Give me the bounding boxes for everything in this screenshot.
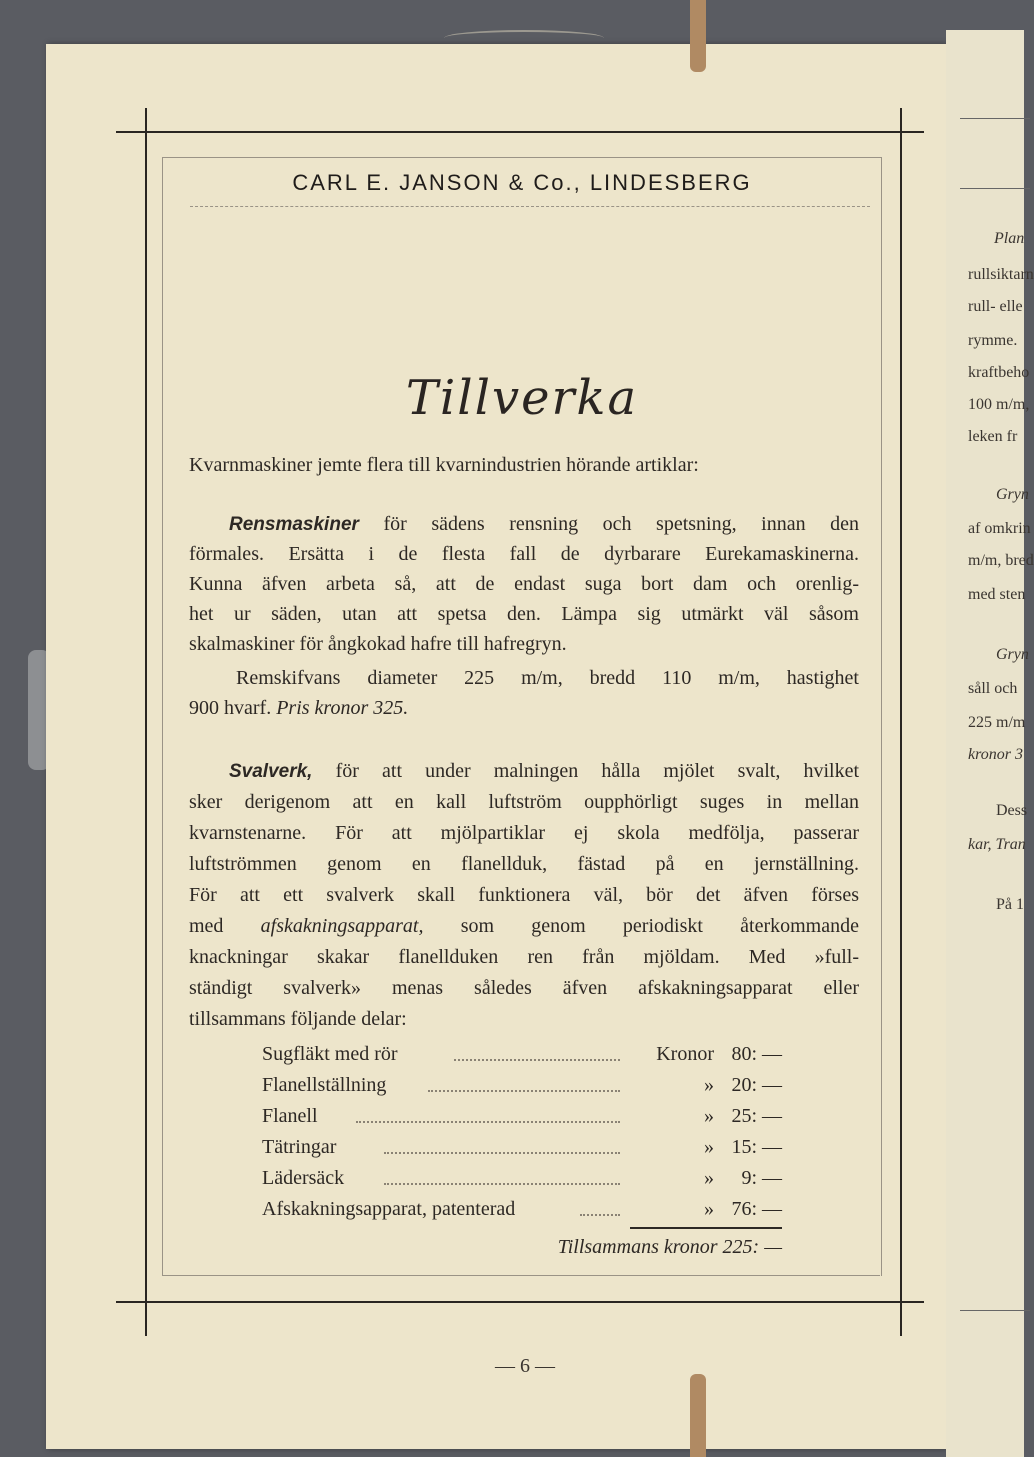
page-title: Tillverka [405,370,639,426]
np-line: med sten [968,586,1026,603]
np-line: 100 m/m, [968,396,1030,413]
inner-frame-bottom [162,1275,880,1276]
sval-apparat: afskakningsapparat, [260,915,424,937]
bottom-binding-clip [690,1374,706,1457]
rens-line-3: Kunna äfven arbeta så, att de endast suga bort dam och orenlig- [189,573,859,595]
sval-line-8: ständigt svalverk» menas således äfven afskakningsapparat eller [189,977,859,999]
np-line: såll och [968,680,1018,697]
np-line: kronor 3 [968,746,1023,763]
rens-line-2: förmales. Ersätta i de flesta fall de dyrbarare Eurekamaskinerna. [189,543,859,565]
sval-line-4: luftströmmen genom en flanellduk, fästad på en jernställning. [189,853,859,875]
np-line: Gryn [996,486,1029,503]
part-row: Flanell » 25: — [262,1105,782,1127]
frame-right-foot [900,1290,902,1336]
np-line: Gryn [996,646,1029,663]
rens-line-4: het ur säden, utan att spetsa den. Lämpa sig utmärkt väl såsom [189,603,859,625]
rens-line-1: Rensmaskiner för sädens rensning och spetsning, innan den [229,513,859,535]
intro-text: Kvarnmaskiner jemte flera till kvarnindustrien hörande artiklar: [189,454,699,476]
np-line: m/m, bred [968,552,1034,569]
frame-left-rule [145,108,147,1320]
np-line: rull- elle [968,298,1023,315]
sval-line-6: med afskakningsapparat, som genom periodiskt återkommande [189,915,859,937]
np-line: kar, Tran [968,836,1026,853]
total-line: Tillsammans kronor 225: — [557,1236,782,1258]
part-row: Lädersäck » 9: — [262,1167,782,1189]
np-line: kraftbeho [968,364,1030,381]
header-rule [190,206,870,207]
part-row: Tätringar » 15: — [262,1136,782,1158]
np-line: Dess [996,802,1028,819]
np-line: rullsiktarn [968,266,1034,283]
np-line: rymme. [968,332,1018,349]
sval-line-2: sker derigenom att en kall luftström oupphörligt suges in mellan [189,791,859,813]
sval-line-3: kvarnstenarne. För att mjölpartiklar ej skola medfölja, passerar [189,822,859,844]
frame-top-rule [116,131,924,133]
rens-lead: Rensmaskiner [229,514,359,535]
adjacent-page [946,30,1034,1457]
rens-spec-2: 900 hvarf. Pris kronor 325. [189,697,409,719]
total-rule [630,1227,782,1229]
part-row: Afskakningsapparat, patenterad » 76: — [262,1198,782,1220]
frame-right-rule [900,108,902,1320]
np-line: Plan [994,230,1025,247]
rens-spec: Remskifvans diameter 225 m/m, bredd 110 m/m, hastighet [236,667,859,689]
sval-lead: Svalverk, [229,761,313,782]
np-line: På 1 [996,896,1024,913]
rens-price: Pris kronor 325. [276,697,409,719]
frame-left-foot [145,1290,147,1336]
sval-line-7: knackningar skakar flanellduken ren från mjöldam. Med »full- [189,946,859,968]
company-header: CARL E. JANSON & Co., LINDESBERG [292,170,752,195]
sval-line-9: tillsammans följande delar: [189,1008,407,1030]
sval-line-5: För att ett svalverk skall funktionera väl, bör det äfven förses [189,884,859,906]
np-line: af omkrin [968,520,1031,537]
page-number: — 6 — [495,1355,555,1377]
part-row: Sugfläkt med rör Kronor 80: — [262,1043,782,1065]
rens-line-5: skalmaskiner för ångkokad hafre till hafregryn. [189,633,567,655]
outer-frame-bottom [116,1301,924,1303]
part-row: Flanellställning » 20: — [262,1074,782,1096]
sval-line-1: Svalverk, för att under malningen hålla mjölet svalt, hvilket [229,760,860,782]
np-line: 225 m/m [968,714,1026,731]
top-binding-clip [690,0,706,72]
np-line: leken fr [968,428,1018,445]
